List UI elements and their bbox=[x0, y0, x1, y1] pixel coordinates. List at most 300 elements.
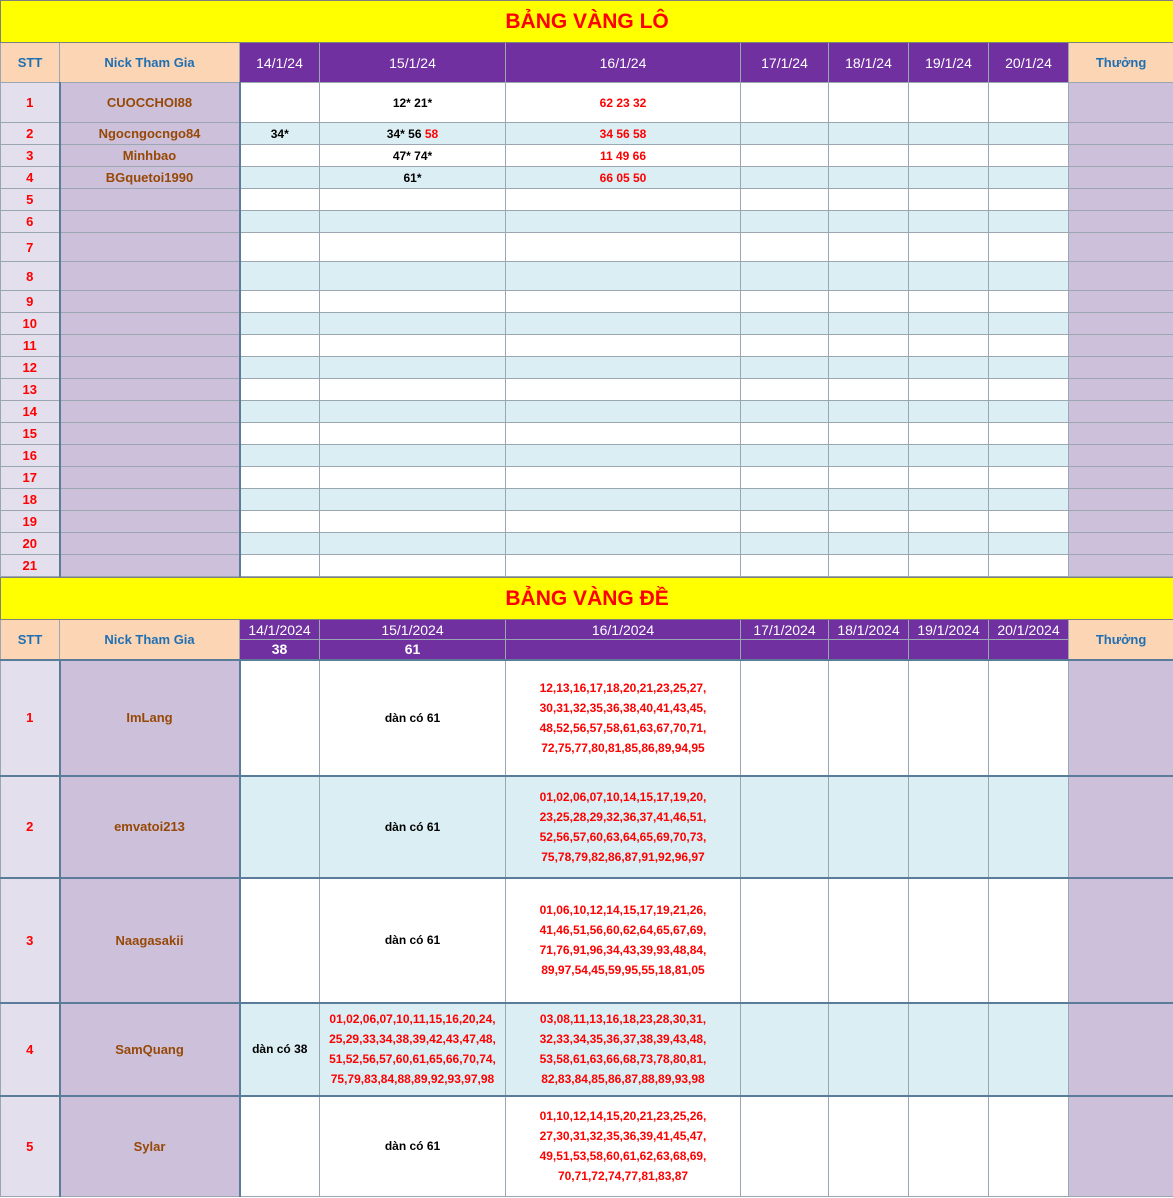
prize-cell[interactable] bbox=[1069, 211, 1173, 233]
pick-cell-d14[interactable] bbox=[240, 445, 320, 467]
pick-cell-d15[interactable] bbox=[320, 233, 506, 262]
prize-cell[interactable] bbox=[1069, 467, 1173, 489]
pick-cell-d16[interactable]: 12,13,16,17,18,20,21,23,25,27, 30,31,32,35,36,38,40,41,43,45, 48,52,56,57,58,61,63,67,70,71, 72,75,77,80,81,85,86,89,94,95 bbox=[506, 660, 741, 776]
prize-cell[interactable] bbox=[1069, 401, 1173, 423]
lo-table bbox=[0, 0, 1173, 577]
stt-cell[interactable]: 10 bbox=[1, 313, 60, 335]
stt-cell[interactable]: 14 bbox=[1, 401, 60, 423]
pick-cell-d15[interactable] bbox=[320, 83, 506, 123]
pick-cell[interactable] bbox=[741, 1003, 829, 1096]
pick-cell-d14[interactable] bbox=[240, 233, 320, 262]
stt-cell[interactable]: 2 bbox=[1, 123, 60, 145]
pick-cell-d15[interactable] bbox=[320, 555, 506, 577]
nick-cell[interactable] bbox=[60, 555, 240, 577]
pick-cell-d15[interactable] bbox=[320, 423, 506, 445]
pick-cell[interactable] bbox=[909, 1096, 989, 1197]
lo-row bbox=[1, 262, 1173, 291]
stt-cell[interactable]: 9 bbox=[1, 291, 60, 313]
pick-cell-d15[interactable] bbox=[320, 211, 506, 233]
pick-cell[interactable] bbox=[989, 401, 1069, 423]
de-result bbox=[989, 640, 1069, 660]
pick-cell[interactable] bbox=[741, 233, 829, 262]
pick-cell[interactable] bbox=[989, 776, 1069, 878]
de-row bbox=[1, 1003, 1173, 1096]
pick-cell[interactable] bbox=[909, 145, 989, 167]
nick-cell[interactable] bbox=[60, 233, 240, 262]
stt-cell[interactable]: 8 bbox=[1, 262, 60, 291]
pick-cell-d14[interactable] bbox=[240, 555, 320, 577]
pick-cell-d16[interactable] bbox=[506, 401, 741, 423]
pick-cell-d15[interactable] bbox=[320, 335, 506, 357]
pick-cell[interactable] bbox=[989, 335, 1069, 357]
lo-row bbox=[1, 211, 1173, 233]
nick-cell[interactable] bbox=[60, 211, 240, 233]
pick-cell-d14[interactable] bbox=[240, 167, 320, 189]
pick-cell-d15[interactable]: dàn có 61 bbox=[320, 660, 506, 776]
pick-cell[interactable] bbox=[909, 660, 989, 776]
pick-cell[interactable] bbox=[829, 145, 909, 167]
pick-cell[interactable] bbox=[741, 357, 829, 379]
pick-cell[interactable] bbox=[741, 189, 829, 211]
lo-header-nick: Nick Tham Gia bbox=[60, 43, 240, 83]
pick-cell-d15[interactable] bbox=[320, 445, 506, 467]
stt-cell[interactable]: 3 bbox=[1, 878, 60, 1003]
pick-cell[interactable] bbox=[741, 878, 829, 1003]
pick-cell[interactable] bbox=[909, 211, 989, 233]
pick-cell[interactable] bbox=[989, 445, 1069, 467]
pick-cell[interactable] bbox=[741, 83, 829, 123]
pick-cell[interactable] bbox=[741, 1096, 829, 1197]
pick-cell-d14[interactable] bbox=[240, 660, 320, 776]
nick-cell[interactable] bbox=[60, 445, 240, 467]
pick-cell-d16[interactable] bbox=[506, 357, 741, 379]
stt-cell[interactable]: 6 bbox=[1, 211, 60, 233]
pick-cell-d14[interactable] bbox=[240, 379, 320, 401]
pick-cell-d16[interactable]: 34 56 58 bbox=[506, 123, 741, 145]
pick-cell[interactable] bbox=[741, 401, 829, 423]
pick-cell[interactable] bbox=[829, 511, 909, 533]
pick-cell[interactable] bbox=[829, 313, 909, 335]
pick-cell[interactable] bbox=[909, 878, 989, 1003]
pick-cell[interactable] bbox=[829, 357, 909, 379]
stt-cell[interactable]: 21 bbox=[1, 555, 60, 577]
pick-cell[interactable] bbox=[829, 167, 909, 189]
pick-cell[interactable] bbox=[741, 511, 829, 533]
pick-cell[interactable] bbox=[829, 233, 909, 262]
pick-cell-d15[interactable] bbox=[320, 262, 506, 291]
de-header-date: 17/1/2024 bbox=[741, 620, 829, 640]
pick-cell-d16[interactable]: 66 05 50 bbox=[506, 167, 741, 189]
nick-cell[interactable] bbox=[60, 379, 240, 401]
pick-cell-d16[interactable] bbox=[506, 511, 741, 533]
pick-cell-d15[interactable] bbox=[320, 123, 506, 145]
prize-cell[interactable] bbox=[1069, 878, 1173, 1003]
stt-cell[interactable]: 7 bbox=[1, 233, 60, 262]
prize-cell[interactable] bbox=[1069, 511, 1173, 533]
stt-cell[interactable]: 17 bbox=[1, 467, 60, 489]
pick-cell-d16[interactable]: 01,02,06,07,10,14,15,17,19,20, 23,25,28,29,32,36,37,41,46,51, 52,56,57,60,63,64,65,69,70,73, 75,78,79,82,86,87,91,92,96,97 bbox=[506, 776, 741, 878]
pick-cell[interactable] bbox=[909, 445, 989, 467]
pick-cell[interactable] bbox=[989, 533, 1069, 555]
lo-header-date: 14/1/24 bbox=[240, 43, 320, 83]
pick-cell[interactable] bbox=[909, 379, 989, 401]
nick-cell[interactable] bbox=[60, 357, 240, 379]
pick-cell-d15[interactable]: dàn có 61 bbox=[320, 776, 506, 878]
nick-cell[interactable]: SamQuang bbox=[60, 1003, 240, 1096]
stt-cell[interactable]: 18 bbox=[1, 489, 60, 511]
pick-cell-d14[interactable] bbox=[240, 313, 320, 335]
pick-cell[interactable] bbox=[829, 489, 909, 511]
pick-cell[interactable] bbox=[989, 423, 1069, 445]
pick-cell-d16[interactable] bbox=[506, 489, 741, 511]
pick-cell[interactable] bbox=[829, 878, 909, 1003]
pick-cell-d15[interactable]: dàn có 61 bbox=[320, 1096, 506, 1197]
nick-cell[interactable] bbox=[60, 401, 240, 423]
pick-cell[interactable] bbox=[989, 379, 1069, 401]
pick-cell-d16[interactable] bbox=[506, 467, 741, 489]
pick-cell[interactable] bbox=[989, 189, 1069, 211]
pick-cell-d14[interactable] bbox=[240, 878, 320, 1003]
stt-cell[interactable]: 5 bbox=[1, 1096, 60, 1197]
pick-cell[interactable] bbox=[741, 533, 829, 555]
pick-cell[interactable] bbox=[989, 357, 1069, 379]
prize-cell[interactable] bbox=[1069, 357, 1173, 379]
de-header-date: 20/1/2024 bbox=[989, 620, 1069, 640]
pick-cell-d15[interactable] bbox=[320, 511, 506, 533]
pick-cell-d14[interactable] bbox=[240, 357, 320, 379]
pick-cell-d16[interactable] bbox=[506, 533, 741, 555]
pick-cell-d15[interactable]: dàn có 61 bbox=[320, 878, 506, 1003]
pick-cell[interactable] bbox=[909, 189, 989, 211]
lo-row bbox=[1, 445, 1173, 467]
pick-cell-d15[interactable] bbox=[320, 313, 506, 335]
pick-cell[interactable] bbox=[909, 233, 989, 262]
nick-cell[interactable] bbox=[60, 313, 240, 335]
stt-cell[interactable]: 11 bbox=[1, 335, 60, 357]
lo-row bbox=[1, 291, 1173, 313]
prize-cell[interactable] bbox=[1069, 379, 1173, 401]
nick-cell[interactable] bbox=[60, 511, 240, 533]
lo-row bbox=[1, 511, 1173, 533]
nick-cell[interactable] bbox=[60, 489, 240, 511]
pick-cell-d14[interactable] bbox=[240, 291, 320, 313]
pick-cell[interactable] bbox=[909, 533, 989, 555]
de-header-stt: STT bbox=[1, 620, 60, 660]
pick-cell[interactable] bbox=[909, 401, 989, 423]
prize-cell[interactable] bbox=[1069, 262, 1173, 291]
pick-cell[interactable] bbox=[909, 467, 989, 489]
stt-cell[interactable]: 12 bbox=[1, 357, 60, 379]
stt-cell[interactable]: 20 bbox=[1, 533, 60, 555]
pick-cell-d16[interactable] bbox=[506, 262, 741, 291]
pick-cell[interactable] bbox=[829, 379, 909, 401]
prize-cell[interactable] bbox=[1069, 423, 1173, 445]
pick-text: 12* 21* bbox=[392, 95, 433, 110]
prize-cell[interactable] bbox=[1069, 313, 1173, 335]
pick-cell-d16[interactable] bbox=[506, 291, 741, 313]
pick-cell-d14[interactable] bbox=[240, 511, 320, 533]
pick-cell[interactable] bbox=[741, 776, 829, 878]
de-table bbox=[0, 577, 1173, 1197]
pick-cell[interactable] bbox=[909, 1003, 989, 1096]
prize-cell[interactable] bbox=[1069, 83, 1173, 123]
stt-cell[interactable]: 16 bbox=[1, 445, 60, 467]
pick-cell[interactable] bbox=[829, 189, 909, 211]
lo-header-date: 16/1/24 bbox=[506, 43, 741, 83]
pick-cell[interactable] bbox=[989, 1096, 1069, 1197]
stt-cell[interactable]: 13 bbox=[1, 379, 60, 401]
nick-cell[interactable]: CUOCCHOI88 bbox=[60, 83, 240, 123]
prize-cell[interactable] bbox=[1069, 167, 1173, 189]
pick-cell-d16[interactable]: 62 23 32 bbox=[506, 83, 741, 123]
pick-cell[interactable] bbox=[909, 335, 989, 357]
prize-cell[interactable] bbox=[1069, 233, 1173, 262]
prize-cell[interactable] bbox=[1069, 335, 1173, 357]
pick-cell[interactable] bbox=[989, 145, 1069, 167]
pick-cell-d14[interactable] bbox=[240, 145, 320, 167]
pick-cell-d14[interactable] bbox=[240, 489, 320, 511]
stt-cell[interactable]: 5 bbox=[1, 189, 60, 211]
pick-cell[interactable] bbox=[741, 145, 829, 167]
pick-cell-d15[interactable] bbox=[320, 145, 506, 167]
pick-cell[interactable] bbox=[741, 123, 829, 145]
pick-cell[interactable] bbox=[989, 211, 1069, 233]
pick-cell[interactable] bbox=[741, 445, 829, 467]
pick-cell[interactable] bbox=[909, 123, 989, 145]
pick-cell[interactable] bbox=[741, 489, 829, 511]
lo-row bbox=[1, 83, 1173, 123]
pick-cell[interactable] bbox=[741, 423, 829, 445]
pick-cell[interactable] bbox=[909, 291, 989, 313]
nick-cell[interactable] bbox=[60, 262, 240, 291]
pick-cell-d16[interactable]: 01,10,12,14,15,20,21,23,25,26, 27,30,31,32,35,36,39,41,45,47, 49,51,53,58,60,61,62,63,68,69, 70,71,72,74,77,81,83,87 bbox=[506, 1096, 741, 1197]
pick-cell[interactable] bbox=[909, 83, 989, 123]
de-header-date: 16/1/2024 bbox=[506, 620, 741, 640]
pick-cell-d16[interactable] bbox=[506, 379, 741, 401]
pick-cell[interactable] bbox=[829, 555, 909, 577]
stt-cell[interactable]: 3 bbox=[1, 145, 60, 167]
pick-cell[interactable] bbox=[989, 878, 1069, 1003]
prize-cell[interactable] bbox=[1069, 555, 1173, 577]
pick-cell[interactable] bbox=[989, 660, 1069, 776]
de-result: 61 bbox=[320, 640, 506, 660]
pick-cell[interactable] bbox=[741, 291, 829, 313]
prize-cell[interactable] bbox=[1069, 533, 1173, 555]
pick-cell[interactable] bbox=[741, 167, 829, 189]
pick-cell-d14[interactable] bbox=[240, 423, 320, 445]
pick-cell-d14[interactable] bbox=[240, 1096, 320, 1197]
lo-row bbox=[1, 467, 1173, 489]
pick-cell-d15[interactable] bbox=[320, 167, 506, 189]
pick-cell[interactable] bbox=[989, 467, 1069, 489]
pick-cell[interactable] bbox=[741, 262, 829, 291]
pick-cell[interactable] bbox=[829, 262, 909, 291]
de-header-date: 15/1/2024 bbox=[320, 620, 506, 640]
de-result: 38 bbox=[240, 640, 320, 660]
nick-cell[interactable] bbox=[60, 335, 240, 357]
nick-cell[interactable] bbox=[60, 533, 240, 555]
nick-cell[interactable]: ImLang bbox=[60, 660, 240, 776]
nick-cell[interactable] bbox=[60, 189, 240, 211]
de-header-prize: Thưởng bbox=[1069, 620, 1173, 660]
pick-cell[interactable] bbox=[829, 533, 909, 555]
pick-cell-d15[interactable]: 01,02,06,07,10,11,15,16,20,24, 25,29,33,34,38,39,42,43,47,48, 51,52,56,57,60,61,65,66,70,74, 75,79,83,84,88,89,92,93,97,98 bbox=[320, 1003, 506, 1096]
pick-cell[interactable] bbox=[909, 423, 989, 445]
pick-cell[interactable] bbox=[829, 1003, 909, 1096]
pick-cell-d15[interactable] bbox=[320, 357, 506, 379]
pick-cell[interactable] bbox=[829, 291, 909, 313]
nick-cell[interactable]: Minhbao bbox=[60, 145, 240, 167]
pick-cell-d16[interactable] bbox=[506, 423, 741, 445]
pick-cell[interactable] bbox=[989, 83, 1069, 123]
nick-cell[interactable]: Sylar bbox=[60, 1096, 240, 1197]
pick-cell[interactable] bbox=[909, 313, 989, 335]
prize-cell[interactable] bbox=[1069, 489, 1173, 511]
lo-row bbox=[1, 533, 1173, 555]
lo-header-date: 18/1/24 bbox=[829, 43, 909, 83]
pick-cell[interactable] bbox=[829, 1096, 909, 1197]
pick-cell[interactable] bbox=[829, 83, 909, 123]
pick-cell-d15[interactable] bbox=[320, 489, 506, 511]
pick-cell-d14[interactable] bbox=[240, 776, 320, 878]
pick-cell[interactable] bbox=[829, 211, 909, 233]
pick-cell-d14[interactable]: 34* bbox=[240, 123, 320, 145]
lo-title: BẢNG VÀNG LÔ bbox=[1, 1, 1173, 43]
nick-cell[interactable]: BGquetoi1990 bbox=[60, 167, 240, 189]
pick-cell[interactable] bbox=[909, 776, 989, 878]
pick-cell[interactable] bbox=[829, 401, 909, 423]
pick-cell[interactable] bbox=[909, 489, 989, 511]
de-row bbox=[1, 878, 1173, 1003]
lo-header-date: 20/1/24 bbox=[989, 43, 1069, 83]
pick-cell-d14[interactable] bbox=[240, 467, 320, 489]
pick-cell-d16[interactable]: 03,08,11,13,16,18,23,28,30,31, 32,33,34,35,36,37,38,39,43,48, 53,58,61,63,66,68,73,78,80,81, 82,83,84,85,86,87,88,89,93,98 bbox=[506, 1003, 741, 1096]
pick-cell-d16[interactable]: 11 49 66 bbox=[506, 145, 741, 167]
pick-cell[interactable] bbox=[741, 313, 829, 335]
prize-cell[interactable] bbox=[1069, 776, 1173, 878]
stt-cell[interactable]: 19 bbox=[1, 511, 60, 533]
pick-cell[interactable] bbox=[829, 123, 909, 145]
pick-cell-d16[interactable] bbox=[506, 211, 741, 233]
prize-cell[interactable] bbox=[1069, 145, 1173, 167]
prize-cell[interactable] bbox=[1069, 189, 1173, 211]
pick-cell[interactable] bbox=[989, 313, 1069, 335]
pick-cell-d14[interactable]: dàn có 38 bbox=[240, 1003, 320, 1096]
pick-cell[interactable] bbox=[829, 445, 909, 467]
lo-row bbox=[1, 401, 1173, 423]
pick-cell-d16[interactable] bbox=[506, 445, 741, 467]
pick-cell-d16[interactable] bbox=[506, 313, 741, 335]
lo-row bbox=[1, 489, 1173, 511]
pick-cell[interactable] bbox=[909, 167, 989, 189]
prize-cell[interactable] bbox=[1069, 123, 1173, 145]
pick-cell-d16[interactable] bbox=[506, 189, 741, 211]
pick-cell[interactable] bbox=[829, 660, 909, 776]
pick-cell-d14[interactable] bbox=[240, 401, 320, 423]
pick-cell-d16[interactable] bbox=[506, 233, 741, 262]
pick-cell[interactable] bbox=[829, 423, 909, 445]
stt-cell[interactable]: 15 bbox=[1, 423, 60, 445]
pick-cell[interactable] bbox=[829, 467, 909, 489]
pick-cell-d15[interactable] bbox=[320, 533, 506, 555]
prize-cell[interactable] bbox=[1069, 291, 1173, 313]
lo-header-date: 17/1/24 bbox=[741, 43, 829, 83]
pick-cell[interactable] bbox=[989, 489, 1069, 511]
pick-cell-d14[interactable] bbox=[240, 533, 320, 555]
pick-cell[interactable] bbox=[989, 291, 1069, 313]
pick-cell[interactable] bbox=[741, 660, 829, 776]
pick-cell[interactable] bbox=[909, 511, 989, 533]
pick-cell-d15[interactable] bbox=[320, 467, 506, 489]
pick-cell-d16[interactable] bbox=[506, 555, 741, 577]
pick-cell[interactable] bbox=[989, 1003, 1069, 1096]
pick-cell[interactable] bbox=[909, 357, 989, 379]
prize-cell[interactable] bbox=[1069, 1096, 1173, 1197]
pick-cell[interactable] bbox=[989, 511, 1069, 533]
pick-cell[interactable] bbox=[829, 776, 909, 878]
pick-cell-d14[interactable] bbox=[240, 335, 320, 357]
pick-cell-d14[interactable] bbox=[240, 262, 320, 291]
pick-cell[interactable] bbox=[741, 555, 829, 577]
pick-cell-d15[interactable] bbox=[320, 379, 506, 401]
prize-cell[interactable] bbox=[1069, 1003, 1173, 1096]
lo-row bbox=[1, 423, 1173, 445]
de-title: BẢNG VÀNG ĐỀ bbox=[1, 578, 1173, 620]
nick-cell[interactable] bbox=[60, 467, 240, 489]
pick-cell-d14[interactable] bbox=[240, 83, 320, 123]
nick-cell[interactable]: Ngocngocngo84 bbox=[60, 123, 240, 145]
lo-row bbox=[1, 357, 1173, 379]
stt-cell[interactable]: 4 bbox=[1, 1003, 60, 1096]
pick-cell-d15[interactable] bbox=[320, 189, 506, 211]
nick-cell[interactable] bbox=[60, 423, 240, 445]
pick-cell[interactable] bbox=[989, 123, 1069, 145]
pick-cell[interactable] bbox=[741, 211, 829, 233]
stt-cell[interactable]: 2 bbox=[1, 776, 60, 878]
pick-cell-d14[interactable] bbox=[240, 189, 320, 211]
lo-row bbox=[1, 335, 1173, 357]
lo-header-stt: STT bbox=[1, 43, 60, 83]
pick-cell-d14[interactable] bbox=[240, 211, 320, 233]
pick-cell-d15[interactable] bbox=[320, 291, 506, 313]
prize-cell[interactable] bbox=[1069, 445, 1173, 467]
lo-row bbox=[1, 145, 1173, 167]
pick-cell[interactable] bbox=[829, 335, 909, 357]
prize-cell[interactable] bbox=[1069, 660, 1173, 776]
pick-cell[interactable] bbox=[909, 262, 989, 291]
pick-cell[interactable] bbox=[989, 555, 1069, 577]
pick-cell[interactable] bbox=[741, 335, 829, 357]
pick-cell[interactable] bbox=[989, 167, 1069, 189]
pick-cell[interactable] bbox=[989, 262, 1069, 291]
pick-cell-d16[interactable] bbox=[506, 335, 741, 357]
lo-row bbox=[1, 313, 1173, 335]
de-result bbox=[909, 640, 989, 660]
pick-cell-d15[interactable] bbox=[320, 401, 506, 423]
stt-cell[interactable]: 1 bbox=[1, 660, 60, 776]
lo-row bbox=[1, 379, 1173, 401]
pick-cell[interactable] bbox=[741, 379, 829, 401]
stt-cell[interactable]: 4 bbox=[1, 167, 60, 189]
stt-cell[interactable]: 1 bbox=[1, 83, 60, 123]
pick-cell[interactable] bbox=[741, 467, 829, 489]
pick-cell[interactable] bbox=[989, 233, 1069, 262]
pick-cell[interactable] bbox=[909, 555, 989, 577]
nick-cell[interactable] bbox=[60, 291, 240, 313]
nick-cell[interactable]: Naagasakii bbox=[60, 878, 240, 1003]
nick-cell[interactable]: emvatoi213 bbox=[60, 776, 240, 878]
pick-cell-d16[interactable]: 01,06,10,12,14,15,17,19,21,26, 41,46,51,56,60,62,64,65,67,69, 71,76,91,96,34,43,39,93,48,84, 89,97,54,45,59,95,55,18,81,05 bbox=[506, 878, 741, 1003]
